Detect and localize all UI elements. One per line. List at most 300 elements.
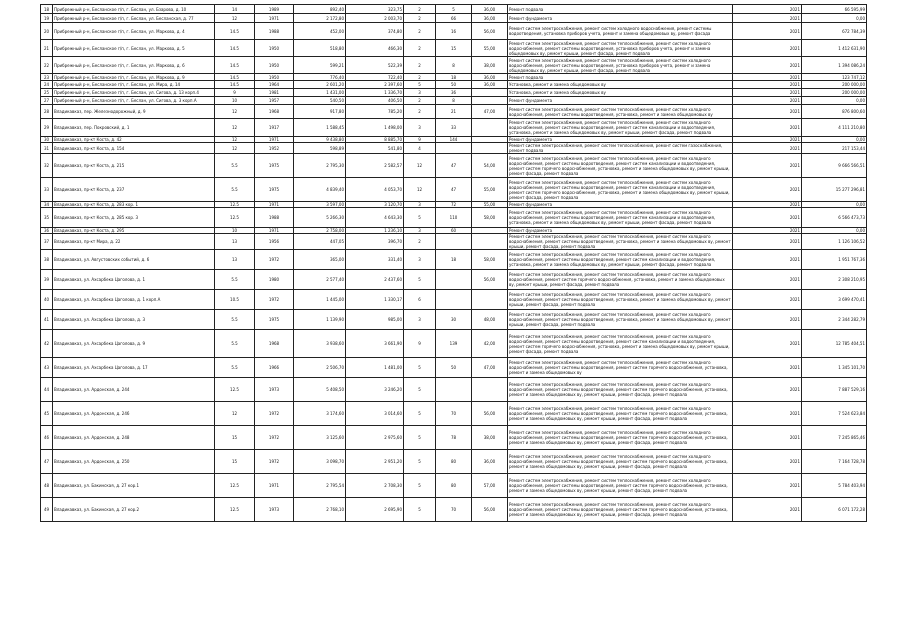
table-row [41, 14, 867, 23]
cell-address: Владикавказ, ул. Ахсарбека Цаголова, д. 3 [53, 310, 215, 330]
cell-no: 40 [41, 290, 53, 310]
cell-plan-year: 2021 [733, 234, 802, 250]
cell-area-total: 447,05 [294, 234, 346, 250]
cell-plan-year: 2021 [733, 450, 802, 474]
cell-plan-year: 2021 [733, 105, 802, 119]
cell-address: Прибрежный р-н, Бесланское г/п, г. Беслан, ул. Мира, д. 14 [53, 81, 215, 89]
table-row [41, 105, 867, 119]
cell-entrances: 3 [404, 310, 436, 330]
cell-year: 1973 [255, 378, 294, 402]
cell-entrances: 3 [404, 89, 436, 97]
cell-no: 21 [41, 40, 53, 57]
cell-year: 1971 [255, 137, 294, 143]
cell-address: Владикавказ, ул. Ардонская, д. 248 [53, 426, 215, 450]
cell-cost: 9 666 566,51 [802, 154, 867, 178]
cell-wear: 56,00 [472, 270, 508, 290]
cell-wear: 54,00 [472, 154, 508, 178]
cell-area-living: 2 582,57 [346, 154, 404, 178]
cell-residents [436, 270, 472, 290]
cell-entrances: 5 [404, 450, 436, 474]
cell-no: 29 [41, 119, 53, 137]
table-row [41, 310, 867, 330]
cell-year: 1968 [255, 105, 294, 119]
cell-floors: 10 [215, 228, 255, 234]
cell-area-living: 2 975,60 [346, 426, 404, 450]
cell-no: 33 [41, 178, 53, 202]
table-row [41, 450, 867, 474]
cell-entrances: 5 [404, 208, 436, 228]
cell-address: Владикавказ, пр-кт Коста, д. 215 [53, 154, 215, 178]
cell-floors: 5.5 [215, 178, 255, 202]
table-row [41, 330, 867, 358]
cell-residents: 50 [436, 81, 472, 89]
cell-no: 37 [41, 234, 53, 250]
cell-cost: 0,00 [802, 14, 867, 23]
cell-area-living: 1 236,10 [346, 228, 404, 234]
cell-year: 1980 [255, 270, 294, 290]
cell-works: Ремонт систем электроснабжения, ремонт систем теплоснабжения, ремонт систем холодного водоснабжения, ремонт системы водоотведения, установка, ремонт и замена общедомовых ву, ремонт крыши, ремонт фасада, ремонт подвала [508, 310, 733, 330]
cell-cost: 4 111 210,80 [802, 119, 867, 137]
cell-wear: 36,00 [472, 14, 508, 23]
cell-works: Установка, ремонт и замена общедомовых ву [508, 81, 733, 89]
cell-address: Владикавказ, пр-кт Коста, д. 283 кор. 1 [53, 202, 215, 208]
cell-area-living: 2 695,90 [346, 498, 404, 522]
cell-wear: 57,00 [472, 474, 508, 498]
cell-wear: 55,00 [472, 202, 508, 208]
cell-floors: 5.5 [215, 330, 255, 358]
cell-cost: 1 412 631,90 [802, 40, 867, 57]
cell-address: Владикавказ, ул. Ахсарбека Цаголова, д. 1 корп.А [53, 290, 215, 310]
cell-address: Прибрежный р-н, Бесланское г/п, г. Беслан, ул. Маркова, д. 9 [53, 74, 215, 81]
cell-wear [472, 97, 508, 105]
table-row [41, 57, 867, 74]
cell-no: 47 [41, 450, 53, 474]
cell-cost: 15 277 296,81 [802, 178, 867, 202]
cell-area-total: 2 601,20 [294, 81, 346, 89]
table-row [41, 402, 867, 426]
cell-wear [472, 89, 508, 97]
cell-works: Ремонт фундамента [508, 14, 733, 23]
cell-floors: 12 [215, 402, 255, 426]
cell-cost: 7 887 529,16 [802, 378, 867, 402]
cell-entrances: 5 [404, 498, 436, 522]
cell-residents: 47 [436, 154, 472, 178]
cell-entrances: 2 [404, 23, 436, 40]
cell-address: Владикавказ, пер. Покровский, д. 1 [53, 119, 215, 137]
cell-cost: 876 800,60 [802, 105, 867, 119]
cell-cost: 123 747,12 [802, 74, 867, 81]
cell-cost: 6 566 473,73 [802, 208, 867, 228]
cell-year: 1971 [255, 202, 294, 208]
cell-area-living: 541,80 [346, 143, 404, 154]
cell-residents: 18 [436, 250, 472, 270]
cell-no: 30 [41, 137, 53, 143]
cell-area-total: 3 597,00 [294, 202, 346, 208]
cell-area-living: 374,80 [346, 23, 404, 40]
cell-floors: 5.5 [215, 270, 255, 290]
cell-wear: 55,00 [472, 178, 508, 202]
cell-area-total: 2 577,40 [294, 270, 346, 290]
cell-wear: 38,00 [472, 426, 508, 450]
cell-plan-year: 2021 [733, 23, 802, 40]
cell-no: 25 [41, 89, 53, 97]
cell-address: Владикавказ, ул. Ардонская, д. 244 [53, 378, 215, 402]
cell-floors: 13 [215, 234, 255, 250]
cell-residents: 70 [436, 498, 472, 522]
cell-residents: 47 [436, 178, 472, 202]
cell-floors: 14.5 [215, 23, 255, 40]
cell-wear: 36,00 [472, 5, 508, 14]
cell-entrances: 5 [404, 81, 436, 89]
cell-floors: 12.5 [215, 378, 255, 402]
cell-no: 31 [41, 143, 53, 154]
cell-wear: 58,00 [472, 208, 508, 228]
cell-cost: 2 344 282,79 [802, 310, 867, 330]
cell-cost: 7 524 623,84 [802, 402, 867, 426]
cell-cost: 0,00 [802, 97, 867, 105]
cell-area-living: 4 643,30 [346, 208, 404, 228]
cell-floors: 12 [215, 105, 255, 119]
cell-cost: 200 000,00 [802, 89, 867, 97]
cell-year: 1971 [255, 474, 294, 498]
houses-table [40, 4, 867, 522]
cell-area-living: 2 397,60 [346, 81, 404, 89]
cell-cost: 7 245 865,46 [802, 426, 867, 450]
cell-floors: 12.5 [215, 208, 255, 228]
cell-address: Владикавказ, ул. Бакинская, д. 27 кор.2 [53, 498, 215, 522]
cell-no: 49 [41, 498, 53, 522]
table-row [41, 208, 867, 228]
cell-entrances: 3 [404, 228, 436, 234]
cell-entrances: 9 [404, 137, 436, 143]
table-row [41, 474, 867, 498]
cell-floors: 14.5 [215, 81, 255, 89]
cell-wear [472, 119, 508, 137]
cell-entrances: 2 [404, 57, 436, 74]
cell-area-living: 785,20 [346, 105, 404, 119]
cell-plan-year: 2021 [733, 97, 802, 105]
cell-works: Ремонт систем электроснабжения, ремонт систем теплоснабжения, ремонт систем холодного водоснабжения, ремонт системы водоотведения, ремонт систем горячего водоснабжения, установка, ремонт и замена общедомовых ву, ремонт крыши, ремонт фасада, ремонт подвала [508, 474, 733, 498]
cell-address: Владикавказ, пр-кт Коста, д. 42 [53, 137, 215, 143]
cell-wear: 56,00 [472, 23, 508, 40]
cell-works: Ремонт фундамента [508, 202, 733, 208]
cell-works: Ремонт систем электроснабжения, ремонт систем теплоснабжения, ремонт систем холодного водоснабжения, ремонт системы водоотведения, ремонт систем канализации и водоотведения, установка, ремонт и замена общедомовых ву, ремонт крыши, ремонт фасада, ремонт подвала [508, 250, 733, 270]
cell-year: 1981 [255, 89, 294, 97]
cell-address: Владикавказ, пр-кт Коста, д. 295 [53, 228, 215, 234]
cell-works: Ремонт подвала [508, 74, 733, 81]
cell-address: Владикавказ, ул. Ахсарбека Цаголова, д. 9 [53, 330, 215, 358]
cell-address: Владикавказ, ул. Ахсарбека Цаголова, д. 17 [53, 358, 215, 378]
table-row [41, 81, 867, 89]
cell-area-total: 518,80 [294, 40, 346, 57]
cell-no: 32 [41, 154, 53, 178]
cell-cost: 5 784 403,94 [802, 474, 867, 498]
cell-floors: 12 [215, 143, 255, 154]
cell-cost: 217 153,44 [802, 143, 867, 154]
table-row [41, 250, 867, 270]
cell-cost: 0,00 [802, 137, 867, 143]
cell-area-living: 2 708,30 [346, 474, 404, 498]
cell-area-total: 2 768,10 [294, 498, 346, 522]
cell-year: 1972 [255, 426, 294, 450]
cell-year: 1971 [255, 14, 294, 23]
cell-area-total: 3 125,60 [294, 426, 346, 450]
cell-plan-year: 2021 [733, 358, 802, 378]
cell-year: 1973 [255, 498, 294, 522]
cell-area-living: 466,30 [346, 40, 404, 57]
cell-entrances: 2 [404, 5, 436, 14]
cell-address: Прибрежный р-н, Бесланское г/п, г. Беслан, ул. Маркова, д. 5 [53, 40, 215, 57]
cell-residents: 144 [436, 137, 472, 143]
cell-entrances: 3 [404, 250, 436, 270]
cell-works: Установка, ремонт и замена общедомовых ву [508, 89, 733, 97]
cell-entrances: 4 [404, 143, 436, 154]
cell-address: Владикавказ, пр-кт Коста, д. 285 кор. 3 [53, 208, 215, 228]
cell-year: 1972 [255, 402, 294, 426]
cell-works: Ремонт систем электроснабжения, ремонт систем теплоснабжения, ремонт систем холодного водоснабжения, ремонт системы водоотведения, ремонт систем горячего водоснабжения, установка, ремонт и замена общедомовых ву, ремонт крыши, ремонт фасада, ремонт подвала [508, 426, 733, 450]
cell-address: Владикавказ, пер. Железнодорожный, д. 9 [53, 105, 215, 119]
cell-area-total: 1 139,90 [294, 310, 346, 330]
cell-plan-year: 2021 [733, 270, 802, 290]
cell-residents: 15 [436, 40, 472, 57]
cell-works: Ремонт систем электроснабжения, ремонт систем теплоснабжения, ремонт систем холодного водоснабжения, ремонт системы водоотведения, установка приборов учета, ремонт и замена общедомовых ву, ремонт крыши, ремонт фасада, ремонт подвала [508, 57, 733, 74]
cell-floors: 14.5 [215, 57, 255, 74]
cell-wear: 36,00 [472, 81, 508, 89]
cell-plan-year: 2021 [733, 330, 802, 358]
cell-wear: 47,00 [472, 105, 508, 119]
cell-cost: 0,00 [802, 228, 867, 234]
cell-plan-year: 2021 [733, 426, 802, 450]
cell-year: 1988 [255, 208, 294, 228]
cell-works: Ремонт систем электроснабжения, ремонт систем теплоснабжения, ремонт систем холодного водоснабжения, ремонт системы водоотведения, ремонт систем канализации и водоотведения, ремонт систем горячего водоснабжения, установка, ремонт и замена общедомовых ву, ремонт крыши, ремонт фасада, ремонт подвала [508, 330, 733, 358]
table-row [41, 358, 867, 378]
cell-residents: 8 [436, 57, 472, 74]
cell-residents: 80 [436, 450, 472, 474]
cell-entrances: 5 [404, 426, 436, 450]
cell-address: Прибрежный р-н, Бесланское г/п, г. Беслан, ул. Сигова, д. 13 корп.4 [53, 89, 215, 97]
cell-no: 35 [41, 208, 53, 228]
cell-year: 1966 [255, 358, 294, 378]
cell-floors: 9 [215, 89, 255, 97]
cell-residents: 33 [436, 119, 472, 137]
cell-floors: 15 [215, 426, 255, 450]
cell-area-total: 3 938,60 [294, 330, 346, 358]
cell-floors: 12 [215, 137, 255, 143]
cell-plan-year: 2021 [733, 40, 802, 57]
cell-residents [436, 378, 472, 402]
cell-no: 45 [41, 402, 53, 426]
cell-works: Ремонт систем электроснабжения, ремонт систем теплоснабжения, ремонт систем холодного водоснабжения, ремонт системы водоотведения, ремонт систем канализации и водоотведения, ремонт систем горячего водоснабжения, установка, ремонт и замена общедомовых ву, ремонт крыши, ремонт фасада, ремонт подвала [508, 154, 733, 178]
cell-cost: 1 394 086,24 [802, 57, 867, 74]
cell-residents: 50 [436, 358, 472, 378]
table-row [41, 290, 867, 310]
cell-entrances: 5 [404, 402, 436, 426]
cell-no: 48 [41, 474, 53, 498]
cell-plan-year: 2021 [733, 154, 802, 178]
cell-address: Прибрежный р-н, Бесланское г/п, г. Беслан, ул. Сигова, д. 3 корп.А [53, 97, 215, 105]
cell-entrances: 2 [404, 234, 436, 250]
cell-residents: 5 [436, 5, 472, 14]
cell-works: Ремонт систем электроснабжения, ремонт систем теплоснабжения, ремонт систем холодного водоснабжения, ремонт системы водоотведения, установка, ремонт и замена общедомовых ву, ремонт крыши, ремонт фасада, ремонт подвала [508, 290, 733, 310]
cell-floors: 12 [215, 14, 255, 23]
cell-works: Ремонт систем электроснабжения, ремонт систем холодного водоснабжения, ремонт системы водоотведения, установка приборов учета, ремонт и замена общедомовых ву, ремонт фасада [508, 23, 733, 40]
cell-area-total: 365,00 [294, 250, 346, 270]
table-body [41, 5, 867, 522]
cell-cost: 3 699 470,41 [802, 290, 867, 310]
cell-plan-year: 2021 [733, 228, 802, 234]
table-row [41, 234, 867, 250]
cell-area-total: 2 506,70 [294, 358, 346, 378]
table-row [41, 270, 867, 290]
cell-cost: 0,00 [802, 202, 867, 208]
cell-area-living: 1 336,70 [346, 89, 404, 97]
cell-area-total: 3 174,60 [294, 402, 346, 426]
cell-area-total: 4 839,40 [294, 178, 346, 202]
cell-residents: 110 [436, 208, 472, 228]
cell-area-total: 776,40 [294, 74, 346, 81]
cell-plan-year: 2021 [733, 290, 802, 310]
cell-entrances: 3 [404, 119, 436, 137]
table-row [41, 74, 867, 81]
cell-area-total: 2 795,30 [294, 154, 346, 178]
cell-works: Ремонт систем электроснабжения, ремонт систем теплоснабжения, ремонт систем холодного водоснабжения, ремонт систем горячего водоснабжения, установка, ремонт и замена общедомовых ву, ремонт крыши, ремонт фасада, ремонт подвала [508, 270, 733, 290]
cell-area-total: 5 266,30 [294, 208, 346, 228]
cell-plan-year: 2021 [733, 74, 802, 81]
table-row [41, 378, 867, 402]
cell-address: Владикавказ, ул. Ардонская, д. 250 [53, 450, 215, 474]
cell-plan-year: 2021 [733, 378, 802, 402]
cell-residents [436, 143, 472, 154]
cell-no: 39 [41, 270, 53, 290]
cell-entrances: 12 [404, 154, 436, 178]
cell-no: 28 [41, 105, 53, 119]
cell-works: Ремонт систем электроснабжения, ремонт систем теплоснабжения, ремонт систем холодного водоснабжения, ремонт системы водоотведения, ремонт систем канализации и водоотведения, ремонт систем горячего водоснабжения, установка, ремонт и замена общедомовых ву, ремонт крыши, ремонт фасада, ремонт подвала [508, 178, 733, 202]
cell-wear: 36,00 [472, 74, 508, 81]
cell-plan-year: 2021 [733, 474, 802, 498]
cell-entrances: 2 [404, 105, 436, 119]
cell-area-living: 8 885,70 [346, 137, 404, 143]
cell-year: 1964 [255, 81, 294, 89]
cell-area-living: 3 014,60 [346, 402, 404, 426]
cell-works: Ремонт фундамента [508, 228, 733, 234]
cell-residents [436, 290, 472, 310]
cell-year: 1950 [255, 57, 294, 74]
cell-address: Владикавказ, пр-кт Мира, д. 22 [53, 234, 215, 250]
cell-entrances: 2 [404, 40, 436, 57]
cell-plan-year: 2021 [733, 137, 802, 143]
table-row [41, 119, 867, 137]
cell-area-total: 540,50 [294, 97, 346, 105]
cell-no: 27 [41, 97, 53, 105]
cell-floors: 5.5 [215, 310, 255, 330]
table-row [41, 426, 867, 450]
cell-area-living: 985,00 [346, 310, 404, 330]
cell-no: 41 [41, 310, 53, 330]
cell-area-living: 396,70 [346, 234, 404, 250]
cell-works: Ремонт систем электроснабжения, ремонт систем теплоснабжения, ремонт систем газоснабжения, ремонт подвала [508, 143, 733, 154]
cell-year: 1971 [255, 228, 294, 234]
cell-residents: 78 [436, 426, 472, 450]
cell-plan-year: 2021 [733, 202, 802, 208]
cell-entrances: 2 [404, 14, 436, 23]
cell-works: Ремонт фундамента [508, 97, 733, 105]
cell-cost: 66 595,99 [802, 5, 867, 14]
cell-cost: 1 345 101,70 [802, 358, 867, 378]
cell-plan-year: 2021 [733, 5, 802, 14]
cell-works: Ремонт систем электроснабжения, ремонт систем теплоснабжения, ремонт систем холодного водоснабжения, ремонт системы водоотведения, установка приборов учета, ремонт и замена общедомовых ву, ремонт крыши, ремонт фасада, ремонт подвала [508, 40, 733, 57]
cell-area-total: 1 431,00 [294, 89, 346, 97]
cell-wear: 42,00 [472, 330, 508, 358]
cell-plan-year: 2021 [733, 14, 802, 23]
cell-floors: 12.5 [215, 474, 255, 498]
cell-plan-year: 2021 [733, 498, 802, 522]
cell-address: Владикавказ, пр-кт Коста, д. 154 [53, 143, 215, 154]
cell-plan-year: 2021 [733, 119, 802, 137]
cell-plan-year: 2021 [733, 178, 802, 202]
cell-address: Владикавказ, пр-кт Коста, д. 237 [53, 178, 215, 202]
cell-no: 42 [41, 330, 53, 358]
cell-year: 1917 [255, 119, 294, 137]
cell-area-total: 599,21 [294, 57, 346, 74]
cell-residents: 16 [436, 23, 472, 40]
cell-residents: 66 [436, 14, 472, 23]
cell-area-total: 598,89 [294, 143, 346, 154]
cell-floors: 14 [215, 5, 255, 14]
cell-year: 1956 [255, 234, 294, 250]
table-row [41, 178, 867, 202]
cell-entrances: 5 [404, 270, 436, 290]
cell-year: 1975 [255, 154, 294, 178]
cell-year: 1972 [255, 290, 294, 310]
cell-no: 23 [41, 74, 53, 81]
cell-plan-year: 2021 [733, 208, 802, 228]
cell-floors: 15 [215, 450, 255, 474]
cell-works: Ремонт подвала [508, 5, 733, 14]
cell-entrances: 12 [404, 178, 436, 202]
cell-plan-year: 2021 [733, 143, 802, 154]
cell-floors: 14.5 [215, 40, 255, 57]
table-row [41, 498, 867, 522]
cell-area-total: 2 172,80 [294, 14, 346, 23]
cell-floors: 14.5 [215, 74, 255, 81]
cell-works: Ремонт систем электроснабжения, ремонт систем теплоснабжения, ремонт систем холодного водоснабжения, ремонт системы водоотведения, ремонт систем горячего водоснабжения, установка, ремонт и замена общедомовых ву, ремонт крыши, ремонт фасада, ремонт подвала [508, 450, 733, 474]
cell-residents: 70 [436, 402, 472, 426]
cell-no: 20 [41, 23, 53, 40]
cell-residents: 21 [436, 105, 472, 119]
cell-area-living: 1 330,17 [346, 290, 404, 310]
cell-entrances: 6 [404, 290, 436, 310]
cell-area-total: 3 098,70 [294, 450, 346, 474]
cell-no: 19 [41, 14, 53, 23]
cell-cost: 672 784,39 [802, 23, 867, 40]
table-row [41, 40, 867, 57]
cell-residents: 18 [436, 74, 472, 81]
table-row [41, 97, 867, 105]
cell-area-living: 2 951,20 [346, 450, 404, 474]
cell-residents: 8 [436, 97, 472, 105]
cell-wear: 38,00 [472, 57, 508, 74]
cell-no: 46 [41, 426, 53, 450]
cell-entrances: 3 [404, 202, 436, 208]
cell-year: 1975 [255, 310, 294, 330]
cell-area-total: 452,00 [294, 23, 346, 40]
cell-residents: 60 [436, 228, 472, 234]
cell-cost: 6 071 172,28 [802, 498, 867, 522]
cell-year: 1988 [255, 23, 294, 40]
cell-no: 38 [41, 250, 53, 270]
cell-year: 1989 [255, 5, 294, 14]
cell-area-total: 892,40 [294, 5, 346, 14]
